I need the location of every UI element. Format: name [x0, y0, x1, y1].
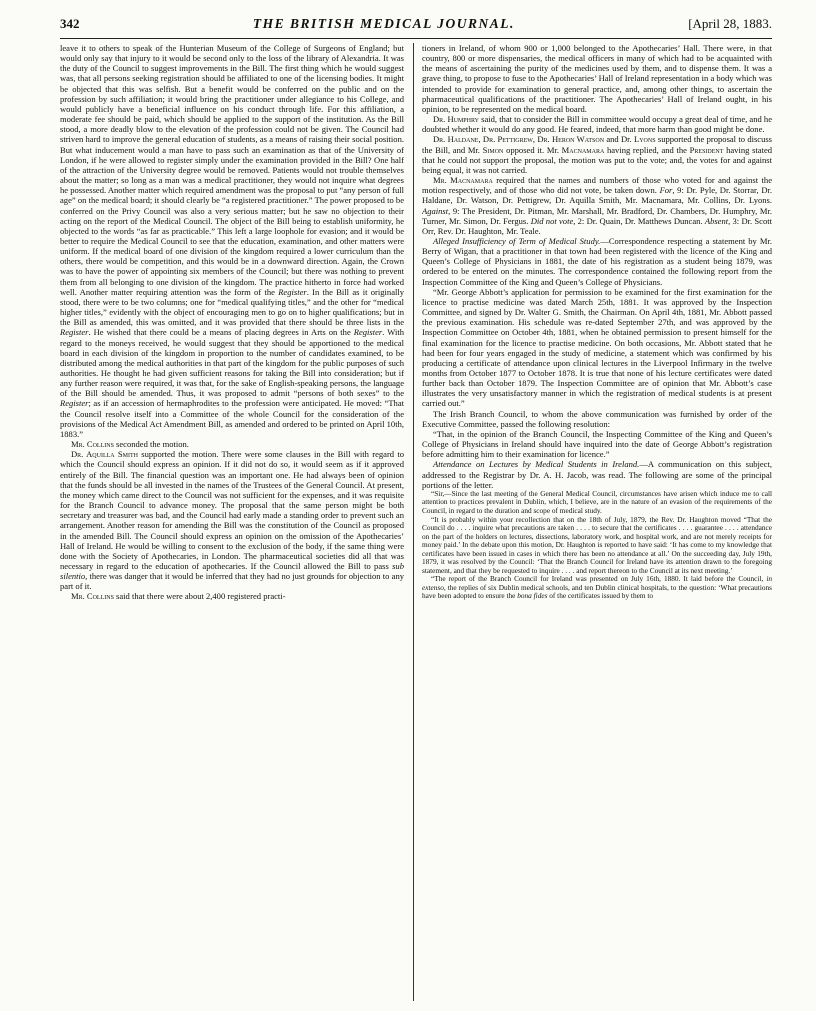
- paragraph-collins-seconded: Mr. Collins seconded the motion.: [71, 439, 189, 450]
- paragraph-irish-branch: The Irish Branch Council, to whom the above communication was furnished by order of the Executive Committee, passed the following resolution:: [422, 408, 772, 429]
- letter-paragraph-3: “The report of the Branch Council for Ireland was presented on July 16th, 1880. It laid before the Council, in extenso, the replies of six Dublin medical schools, and ten Dublin clinical hospitals, to the question: ‘What precautions have been adopted to ensure the bona fides of the certificates issued by them to: [422, 574, 772, 601]
- paragraph-humphry: Dr. Humphry said, that to consider the Bill in committee would occupy a great deal of time, and he doubted whether it would do any good. He feared, indeed, that more harm than good might be done.: [422, 114, 772, 135]
- issue-date: [April 28, 1883.: [688, 16, 772, 31]
- letter-paragraph-1: “Sir,—Since the last meeting of the General Medical Council, circumstances have arisen which induce me to call attention to practices prevalent in Dublin, which, I believe, are in the nature of an evasion of the requirements of the Council, in regard to the duration and scope of medical study.: [422, 488, 772, 515]
- journal-title: THE BRITISH MEDICAL JOURNAL.: [252, 16, 515, 31]
- column-divider: [413, 43, 414, 1001]
- paragraph-vote: Dr. Haldane, Dr. Pettigrew, Dr. Heron Watson and Dr. Lyons supported the proposal to discuss the Bill, and Mr. Simon opposed it. Mr. Macnamara having replied, and the President having stated that he could not support the proposal, the motion was put to the vote; and, the votes for and against being equal, it was not carried.: [422, 134, 772, 175]
- paragraph-resolution: “That, in the opinion of the Branch Council, the Inspecting Committee of the King and Queen’s College of Physicians in Ireland should have inquired into the date of George Abbott’s registration before admitting him to their examination for licence.”: [422, 428, 772, 460]
- right-column: [422, 43, 772, 1001]
- left-column: [60, 43, 404, 1001]
- paragraph-practitioners: tioners in Ireland, of whom 900 or 1,000 belonged to the Apothecaries’ Hall. There were, in that country, 800 or more dispensaries, the medical officers in many of which had to be acquainted with the means of ascertaining the purity of the medicines used by them, and to dispense them. It was a grave thing, to propose to fuse to the Apothecaries’ Hall of Ireland representation in a body which was intended to provide for examination to general practice, and, among other things, to ascertain the pharmaceutical qualifications of the practitioner. The Apothecaries’ Hall of Ireland ought, in his opinion, to be represented on the medical board.: [422, 43, 772, 114]
- paragraph-hunterian: leave it to others to speak of the Hunterian Museum of the College of Surgeons of England; but would only say that injury to it would be second only to the loss of the library of Alexandria. It was the duty of the Council to suggest improvements in the Bill. The first thing which he would suggest was, that all persons seeking registration should be affiliated to one of the licensing bodies. It might be objected that this was selfish. But a benefit would be conferred on the public and on the profession by such affiliation; it would bring the practitioner under allegiance to his College, and would publicly have a beneficial influence on his conduct through life. For this affiliation, a moderate fee should be paid, which should be applied to the support of the institution. As the Bill stood, a more deadly blow to the elevation of the profession could not be given. The Council had striven hard to improve the general education of students, as a means of raising their social position. But what inducement would a man have to pass such an examination as that of the University of London, if he were allowed to register simply under the examination provided in the Bill? One half of the attraction of the University degree would be removed. Patients would not trouble themselves about the matter; so long as a man was a medical practitioner, they would not inquire what degrees he possessed. Another matter which required amendment was the proposal to put “any person of full age” on the medical board; it should clearly be “a registered practitioner.” The power proposed to be conferred on the Privy Council was also a very serious matter; but he saw no objection to their acting on the report of the Medical Council. The object of the Bill being to establish uniformity, he objected to the words “as far as practicable.” This left a large loophole for evasion; and it would be better to require the Medical Council to see that the education, examination, and other matters were uniform. If the medical board of one division of the kingdom required a lower curriculum than the others, there would be competition, and this would be in a downward direction. Again, the Crown was to have the power of appointing six members of the Council; but there was nothing to prevent them from all belonging to one division of the kingdom. The practice hitherto in force had worked well. Another matter requiring attention was the form of the Register. In the Bill as it originally stood, there were to be two columns; one for “medical qualifying titles,” and the other for “medical higher titles,” evidently with the object of encouraging men to go on to higher qualifications; but in the Bill as amended, this was omitted, and it was provided that there should be three lists in the Register. He wished that there could be a means of placing degrees in Arts on the Register. With regard to the moneys received, he would suggest that they should be apportioned to the medical board in each division of the kingdom in proportion to the number of candidates examined, to be distributed among the medical authorities in that part of the kingdom for the public purposes of such authorities. He thought he had given sufficient reasons for taking the Bill into consideration; but if any further reason were required, it was that, for the sake of English-speaking persons, the language of the Bill should be amended. Thus, it was proposed to admit “persons of both sexes” to the Register; as if an accession of hermaphrodites to the profession were anticipated. He moved: “That the Council resolve itself into a Committee of the whole Council for the consideration of the provisions of the Medical Act Amendment Bill, as amended and ordered to be printed on April 10th, 1883.”: [60, 43, 404, 439]
- letter-paragraph-2: “It is probably within your recollection that on the 18th of July, 1879, the Rev. Dr. Haughton moved “That the Council do . . . . inquire what precautions are taken . . . . to secure that the certificates . . . . guarantee . . . . attendance on the part of the holders on lectures, dissections, laboratory work, and hospital work, and are not merely receipts for money paid.’ In the debate upon this motion, Dr. Haughton is reported to have said: ‘It has come to my knowledge that certificates have been issued in cases in which there has been no attendance at all.’ On the succeeding day, July 19th, 1879, it was resolved by the Council: ‘That the Branch Council for Ireland have its attention drawn to the foregoing statement, and that they be requested to inquire . . . . and report thereon to the Council at its next meeting.’: [422, 514, 772, 575]
- paragraph-alleged-insufficiency: Alleged Insufficiency of Term of Medical Study.—Correspondence respecting a statement by Mr. Berry of Wigan, that a practitioner in that town had been registered with the licence of the King and Queen’s College of Physicians in 1881, the date of his registration as a student being 1879, was ordered to be entered on the minutes. The correspondence contained the following report from the Inspection Committee of the King and Queen’s College of Physicians.: [422, 235, 772, 287]
- section-heading-alleged: Alleged Insufficiency of Term of Medical Study.: [433, 235, 601, 246]
- section-heading-attendance: Attendance on Lectures by Medical Students in Ireland.: [433, 459, 640, 470]
- paragraph-smith: Dr. Aquilla Smith supported the motion. There were some clauses in the Bill with regard to which the Council should express an opinion. If it did not do so, it would seem as if it approved entirely of the Bill. The financial question was an important one. He had always been of opinion that the funds should be all invested in the names of the Trustees of the General Council. At present, the money which came direct to the Council was not sufficient for the expenses, and it was requisite for the Branch Council to advance money. The proposal that the same person might be both secretary and treasurer was bad, and the Council had early made a standing order to prevent such an arrangement. Another reason for amending the Bill was the constitution of the Council as proposed in the amended Bill. The Council should express an opinion on the omission of the Apothecaries’ Hall of Ireland. He would be willing to consent to the exclusion of the body, if the same thing were done with the Society of Apothecaries, in London. The pharmaceutical societies did all that was necessary in regard to the education of apothecaries. If the Council allowed the Bill to pass sub silentio, there was danger that it would be inferred that they had no just grounds for objection to any part of it.: [60, 449, 404, 592]
- page-header: [60, 16, 772, 36]
- page-number: 342: [60, 16, 80, 31]
- header-rule: [60, 38, 772, 39]
- paragraph-attendance: Attendance on Lectures by Medical Students in Ireland.—A communication on this subject, addressed to the Registrar by Dr. A. H. Jacob, was read. The following are some of the principal portions of the letter.: [422, 459, 772, 490]
- paragraph-division-list: Mr. Macnamara required that the names and numbers of those who voted for and against the motion respectively, and of those who did not vote, be taken down. For, 9: Dr. Pyle, Dr. Storrar, Dr. Haldane, Dr. Watson, Dr. Pettigrew, Dr. Aquilla Smith, Mr. Macnamara, Mr. Collins, Dr. Lyons. Against, 9: The President, Dr. Pitman, Mr. Marshall, Mr. Bradford, Dr. Chambers, Dr. Humphry, Mr. Turner, Mr. Simon, Dr. Fergus. Did not vote, 2: Dr. Quain, Dr. Matthews Duncan. Absent, 3: Dr. Scott Orr, Rev. Dr. Haughton, Mr. Teale.: [422, 175, 772, 236]
- paragraph-collins-said: Mr. Collins said that there were about 2,400 registered practi-: [71, 591, 286, 602]
- paragraph-abbott-report: “Mr. George Abbott’s application for permission to be examined for the first examination for the licence to practise medicine was dated March 25th, 1881. It was approved by the Inspection Committee, and signed by Dr. Walter G. Smith, the Chairman. On April 4th, 1881, Mr. Abbott passed the previous examination. His schedule was re-dated September 27th, and was approved by the Inspection Committee on October 4th, 1881, when he obtained permission to present himself for the final examination for the licence to practise medicine. On both occasions, Mr. Abbott stated that he had been for four years engaged in the study of medicine, a statement which was confirmed by his producing a certificate of attendance upon clinical lectures in the Liverpool Infirmary in the twelve months from October 1877 to October 1878. It is true that none of his lecture certificates were dated further back than October 1879. The Inspection Committee are of opinion that Mr. Abbott’s case illustrates the very unsatisfactory manner in which the registration of medical students is at present carried out.”: [422, 286, 772, 409]
